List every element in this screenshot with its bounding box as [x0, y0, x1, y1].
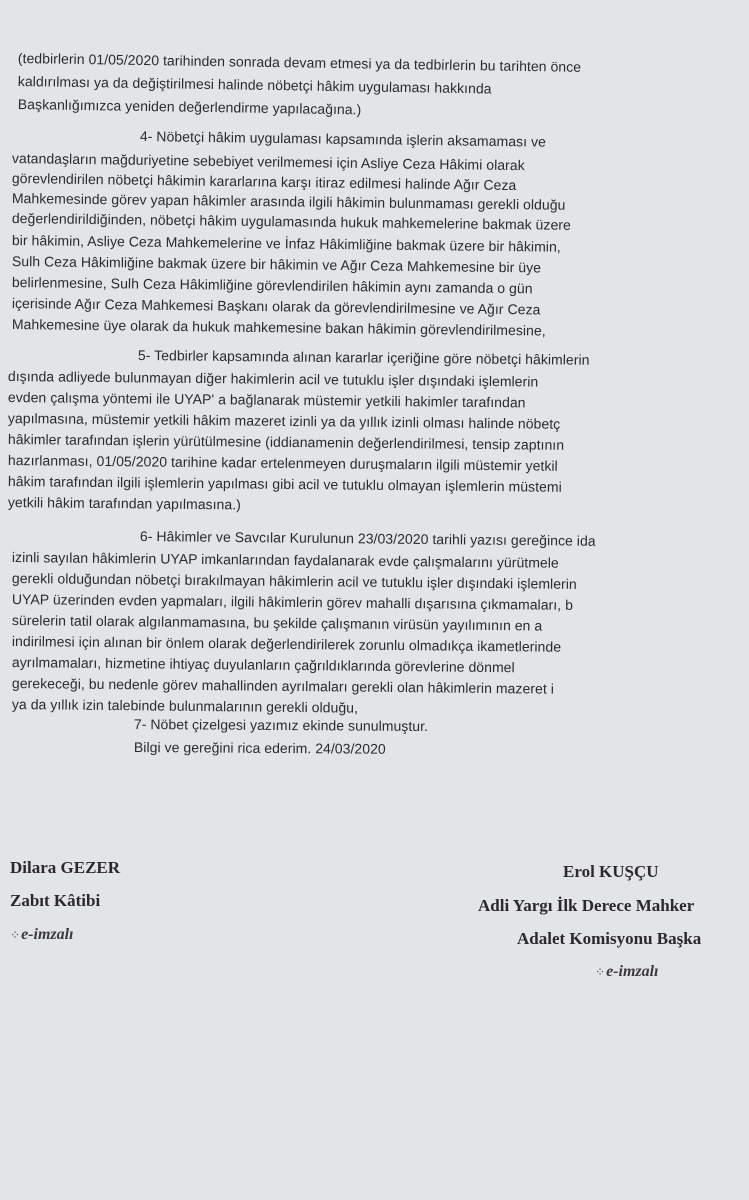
- body-line: izinli sayılan hâkimlerin UYAP imkanlarından faydalanarak evde çalışmalarını yürütmele: [11, 549, 559, 571]
- body-line: değerlendirildiğinden, nöbetçi hâkim uygulamasında hukuk mahkemelerine bakmak üzere: [11, 210, 571, 233]
- signer-title-left: Zabıt Kâtibi: [10, 891, 101, 910]
- body-line: vatandaşların mağduriyetine sebebiyet verilmemesi için Asliye Ceza Hâkimi olarak: [11, 150, 525, 174]
- body-line: sürelerin tatil olarak algılanmamasına, bu şekilde çalışmanın virüsün yayılımının en a: [11, 612, 543, 634]
- body-line: evden çalışma yöntemi ile UYAP' a bağlanarak müstemir yetkili hakimler tarafından: [7, 389, 526, 411]
- body-line: Mahkemesine üye olarak da hukuk mahkemesine bakan hâkimin görevlendirilmesine,: [11, 316, 546, 339]
- signer-name-left: Dilara GEZER: [10, 858, 121, 877]
- item-7-line: 7- Nöbet çizelgesi yazımız ekinde sunulmuştur.: [133, 716, 429, 735]
- signer-title-right-1: Adli Yargı İlk Derece Mahker: [478, 896, 695, 915]
- esign-text-left: e-imzalı: [21, 926, 74, 943]
- body-line: Mahkemesinde görev yapan hâkimler arasında ilgili hâkimin bulunmaması gerekli olduğu: [11, 190, 566, 213]
- body-line: bir hâkimin, Asliye Ceza Mahkemelerine ve İnfaz Hâkimliğine bakmak üzere bir hâkimin,: [11, 232, 561, 255]
- item-4-line: 4- Nöbetçi hâkim uygulaması kapsamında işlerin aksamaması ve: [139, 128, 547, 150]
- body-line: (tedbirlerin 01/05/2020 tarihinden sonrada devam etmesi ya da tedbirlerin bu tarihten önce: [17, 50, 582, 75]
- closing-line: Bilgi ve gereğini rica ederim. 24/03/2020: [133, 739, 386, 757]
- body-line: Sulh Ceza Hâkimliğine bakmak üzere bir hâkimin ve Ağır Ceza Mahkemesine bir üye: [11, 253, 542, 276]
- body-line: hâkim tarafından ilgili işlemlerin yapılması gibi acil ve tutuklu olmayan işlemlerin müstemi: [7, 473, 562, 495]
- body-line: gerekeceği, bu nedenle görev mahallinden ayrılmaları gerekli olan hâkimlerin mazeret i: [11, 675, 555, 697]
- esign-icon: ⁘: [595, 965, 605, 979]
- body-line: gerekli olduğundan nöbetçi bırakılmayan hâkimlerin acil ve tutuklu işler dışındaki işlemlerin: [11, 570, 577, 592]
- body-line: hâkimler tarafından işlerin yürütülmesine (iddianamenin değerlendirilmesi, tensip zaptının: [7, 431, 565, 453]
- signer-title-right-2: Adalet Komisyonu Başka: [517, 929, 702, 948]
- body-line: ayrılmamaları, hizmetine ihtiyaç duyulanların çağrıldıklarında görevlerine dönmel: [11, 654, 515, 676]
- body-line: dışında adliyede bulunmayan diğer hakimlerin acil ve tutuklu işler dışındaki işlemlerin: [7, 368, 539, 390]
- item-6-line: 6- Hâkimler ve Savcılar Kurulunun 23/03/2020 tarihli yazısı gereğince ida: [139, 528, 596, 549]
- esign-text-right: e-imzalı: [606, 963, 659, 980]
- body-line: belirlenmesine, Sulh Ceza Hâkimliğine görevlendirilen hâkimin aynı zamanda o gün: [11, 274, 533, 297]
- esign-label-right: [595, 962, 659, 982]
- body-line: Başkanlığımızca yeniden değerlendirme yapılacağına.): [17, 96, 362, 118]
- esign-label-left: [10, 925, 74, 945]
- body-line: indirilmesi için alınan bir önlem olarak değerlendirilerek zorunlu olmadıkça ikametlerinde: [11, 633, 562, 655]
- body-line: ya da yıllık izin talebinde bulunmalarının gerekli olduğu,: [11, 696, 359, 716]
- item-5-line: 5- Tedbirler kapsamında alınan kararlar içeriğine göre nöbetçi hâkimlerin: [137, 347, 590, 368]
- body-line: görevlendirilen nöbetçi hâkimin kararlarına karşı itiraz edilmesi halinde Ağır Ceza: [11, 170, 517, 194]
- body-line: kaldırılması ya da değiştirilmesi halinde nöbetçi hâkim uygulaması hakkında: [17, 73, 492, 97]
- body-line: hazırlanması, 01/05/2020 tarihine kadar ertelenmeyen duruşmaların ilgili müstemir yetkil: [7, 452, 558, 474]
- body-line: yapılmasına, müstemir yetkili hâkim mazeret izinli ya da yıllık izinli olması halinde nöbetç: [7, 410, 561, 432]
- body-line: içerisinde Ağır Ceza Mahkemesi Başkanı olarak da görevlendirilmesine ve Ağır Ceza: [11, 295, 541, 318]
- body-line: yetkili hâkim tarafından yapılmasına.): [7, 494, 242, 513]
- signer-name-right: Erol KUŞÇU: [563, 862, 659, 881]
- esign-icon: ⁘: [10, 928, 20, 942]
- body-line: UYAP üzerinden evden yapmaları, ilgili hâkimlerin görev mahalli dışarısına çıkmamaları, b: [11, 591, 574, 613]
